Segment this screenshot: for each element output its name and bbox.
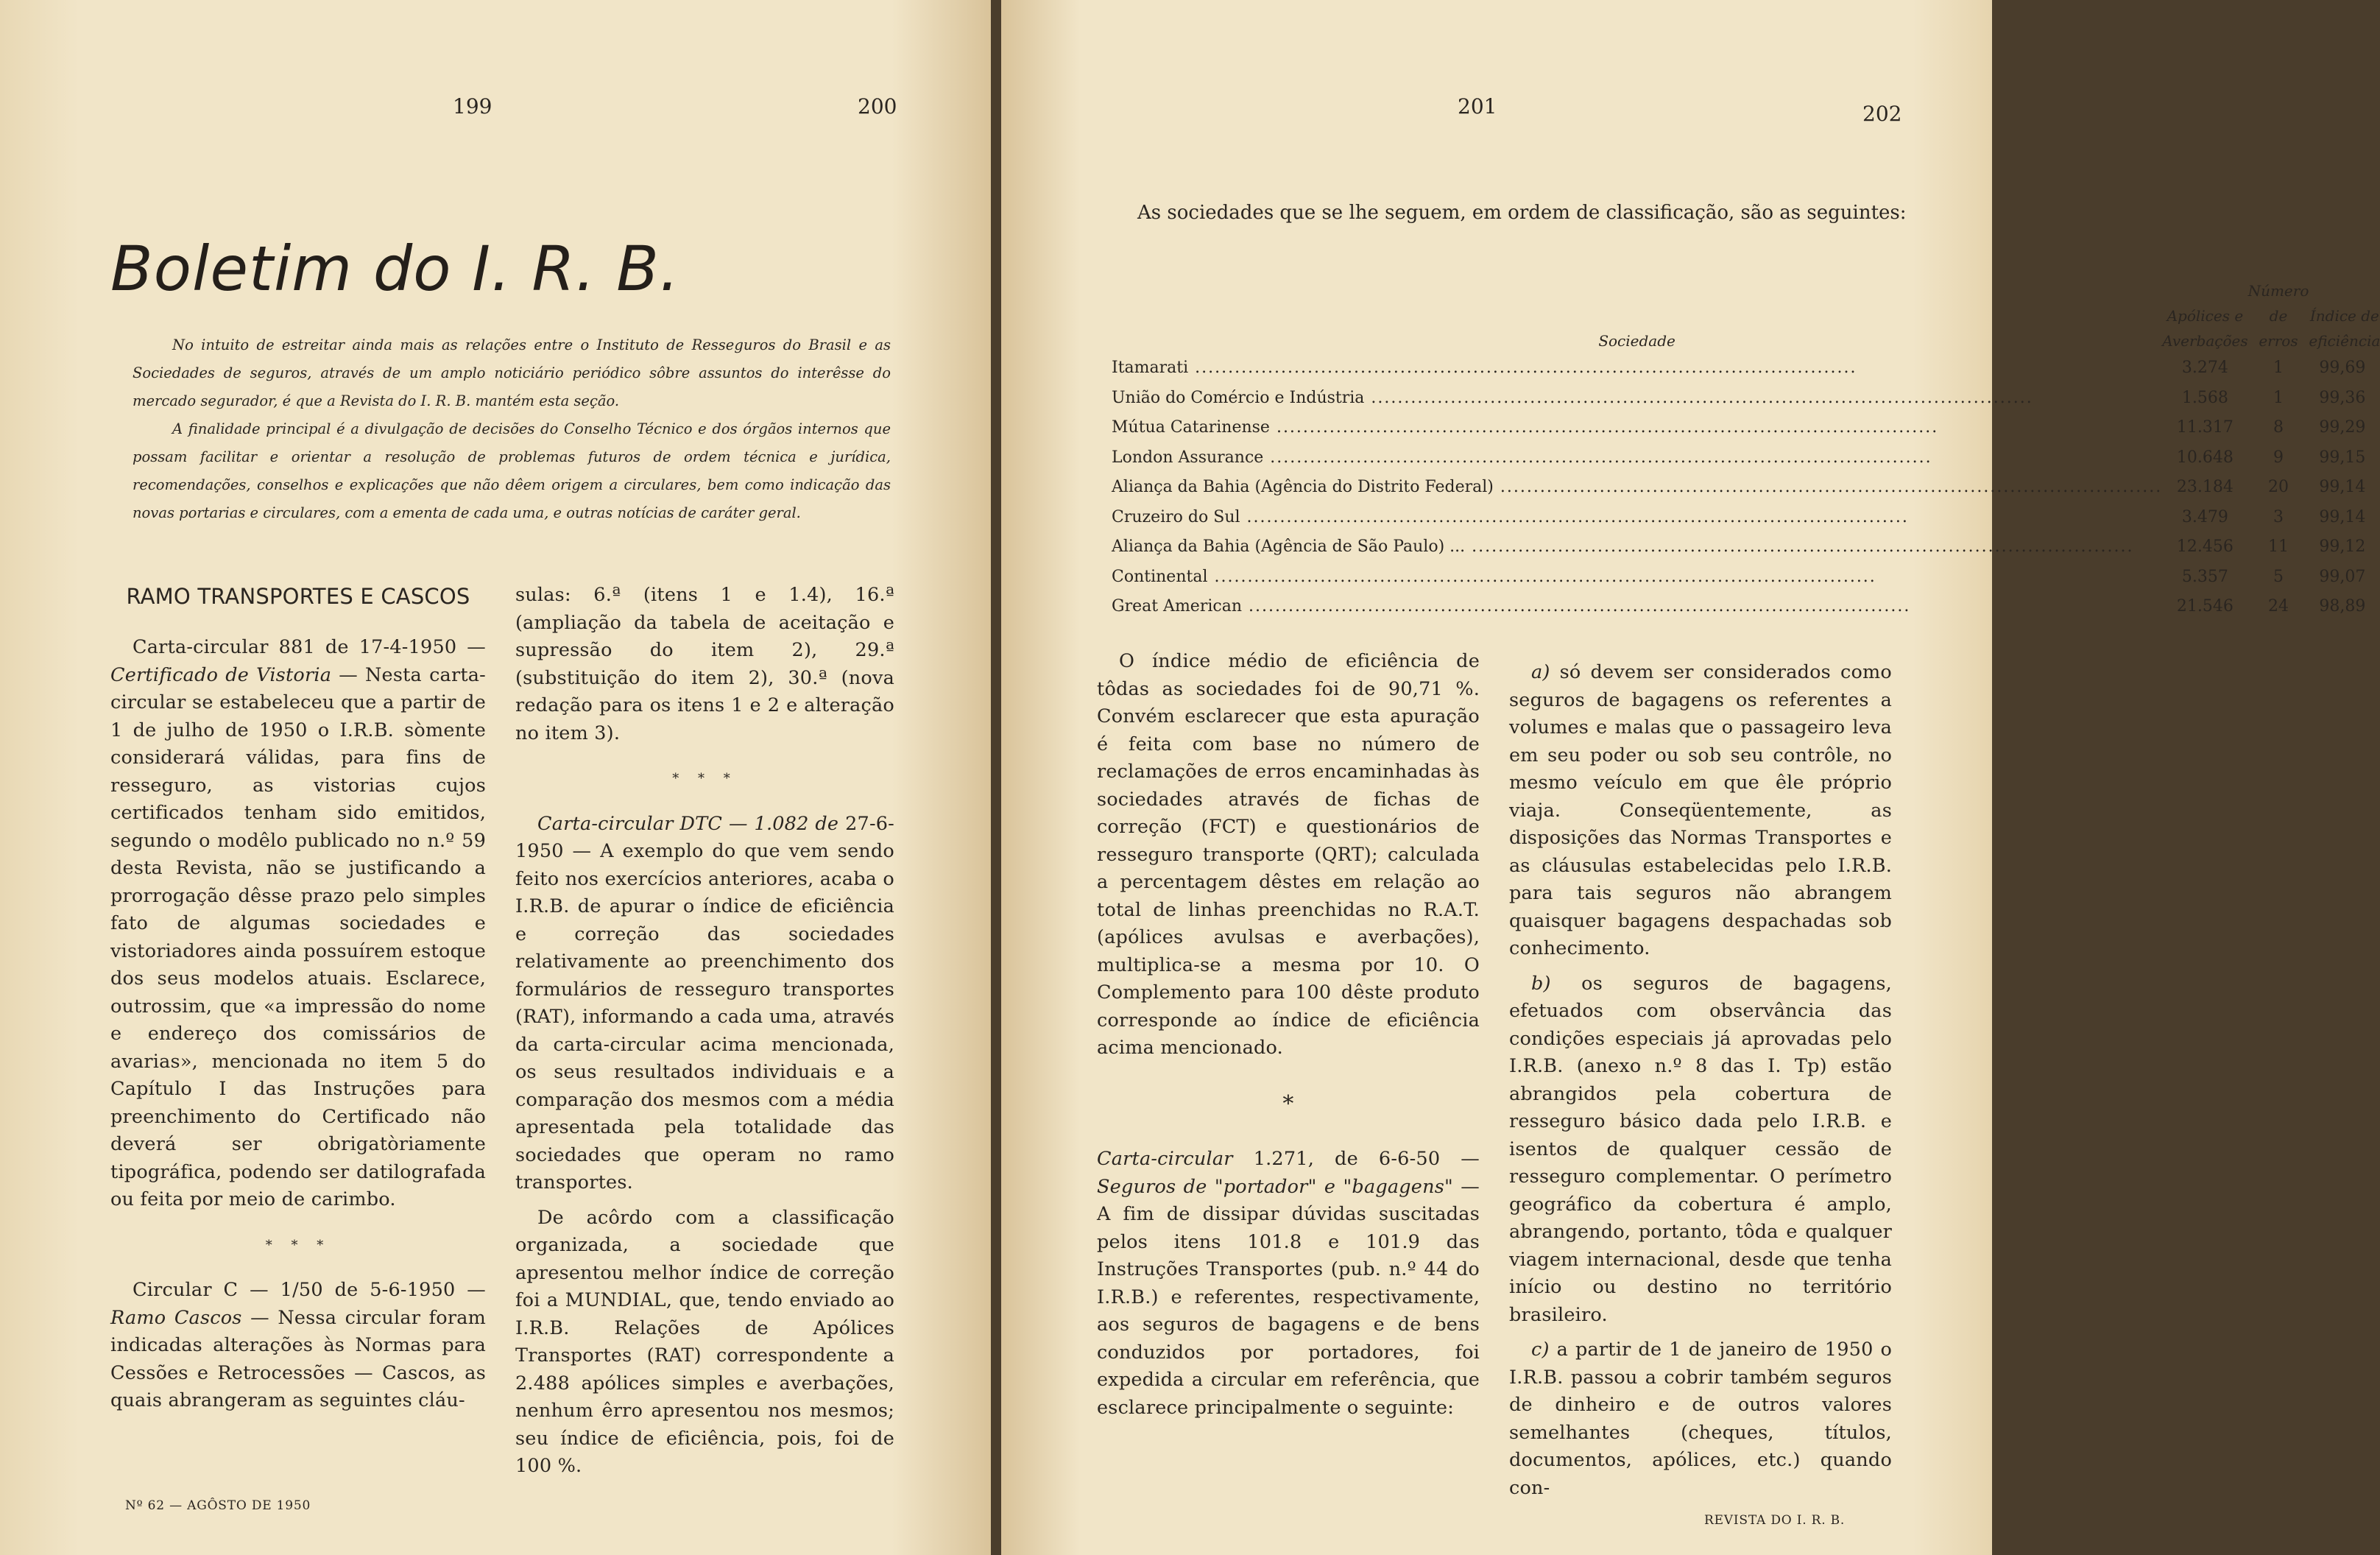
table-row [1112, 443, 2380, 473]
page-number: 199 [453, 94, 492, 119]
intro-paragraph: A finalidade principal é a divulgação de decisões do Conselho Técnico e dos órgãos internos que possam facilitar e orientar a resolução de problemas futuros de ordem técnica e jurídica, recomendações, conselhos e explicações que não dêem origem a circulares, bem como indicação das novas portarias e circulares, com a ementa de cada uma, e outras notícias de caráter geral. [133, 420, 891, 521]
society-name: Cruzeiro do Sul [1112, 507, 1240, 526]
cell-erros: 11 [2267, 537, 2289, 556]
cell-indice: 98,89 [2319, 597, 2366, 616]
column-left [1097, 648, 1480, 1422]
header-indice: Índice de eficiência [2309, 307, 2380, 350]
left-page [0, 0, 991, 1555]
cell-apolices: 23.184 [2176, 478, 2234, 496]
cell-sociedade [1112, 532, 2162, 563]
cell-sociedade [1112, 384, 2162, 414]
cell-sociedade [1112, 563, 2162, 593]
table-row [1112, 413, 2380, 443]
page-number: 200 [858, 94, 897, 119]
cell-sociedade [1112, 413, 2162, 443]
separator-stars: * * * [265, 1237, 331, 1253]
cell-sociedade [1112, 503, 2162, 533]
society-name: Great American [1112, 597, 1242, 616]
efficiency-table [1112, 278, 2380, 622]
cell-erros: 3 [2273, 507, 2284, 526]
table-row [1112, 592, 2380, 622]
paragraph: De acôrdo com a classificação organizada, a sociedade que apresentou melhor índice de correção foi a MUNDIAL, que, tendo enviado ao I.R.B. Relações de Apólices Transportes (RAT) correspondente a 2.488 apólices simples e averbações, nenhum êrro apresentou nos mesmos; seu índice de eficiência, pois, foi de 100 %. [515, 1206, 894, 1477]
paragraph: Circular C — 1/50 de 5-6-1950 — Ramo Cascos — Nessa circular foram indicadas alterações às Normas para Cessões e Retrocessões — Cascos, as quais abrangeram as seguintes cláu- [110, 1279, 486, 1411]
section-heading: RAMO TRANSPORTES E CASCOS [126, 584, 470, 609]
cell-indice: 99,07 [2319, 567, 2366, 586]
cell-erros: 8 [2273, 418, 2284, 437]
cell-apolices: 11.317 [2176, 418, 2234, 437]
column-right [515, 582, 894, 1481]
intro-paragraph: No intuito de estreitar ainda mais as relações entre o Instituto de Resseguros do Brasil e as Sociedades de seguros, através de um amplo noticiário periódico sôbre assuntos do interêsse do mercado segurador, é que a Revista do I. R. B. mantém esta seção. [133, 336, 891, 409]
cell-erros: 24 [2267, 597, 2289, 616]
paragraph: Carta-circular 1.271, de 6-6-50 — Seguros de "portador" e "bagagens" — A fim de dissipar dúvidas suscitadas pelos itens 101.8 e 101.9 das Instruções Transportes (pub. n.º 44 do I.R.B.) e referentes, respectivamente, aos seguros de bagagens e de bens conduzidos por portadores, foi expedida a circular em referência, que esclarece principalmente o seguinte: [1097, 1148, 1480, 1419]
table-row [1112, 563, 2380, 593]
column-left [110, 578, 486, 1415]
society-name: Mútua Catarinense [1112, 418, 1270, 437]
table-row [1112, 384, 2380, 414]
society-name: Itamarati [1112, 359, 1189, 377]
society-name: London Assurance [1112, 448, 1264, 467]
paragraph: O índice médio de eficiência de tôdas as sociedades foi de 90,71 %. Convém esclarecer que esta apuração é feita com base no número de reclamações de erros encaminhadas às sociedades através de fichas de correção (FCT) e questionários de resseguro transporte (QRT); calculada a percentagem dêstes em relação ao total de linhas preenchidas no R.A.T. (apólices avulsas e averbações), multiplica-se a mesma por 10. O Complemento para 100 dêste produto corresponde ao índice de eficiência acima mencionado. [1097, 650, 1480, 1059]
cell-indice: 99,29 [2319, 418, 2366, 437]
society-name: União do Comércio e Indústria [1112, 388, 1365, 407]
cell-apolices: 1.568 [2181, 388, 2228, 407]
cell-indice: 99,12 [2319, 537, 2366, 556]
table-header-row [1112, 278, 2380, 353]
intro-text [133, 331, 891, 527]
right-page [1001, 0, 2380, 1555]
table-row [1112, 473, 2380, 503]
cell-apolices: 3.479 [2181, 507, 2228, 526]
page-number: 201 [1458, 94, 1497, 119]
separator-stars: * * * [672, 771, 738, 786]
header-apolices: Apólices e Averbações [2162, 307, 2248, 350]
table-row [1112, 353, 2380, 384]
paragraph: Carta-circular DTC — 1.082 de 27-6-1950 — A exemplo do que vem sendo feito nos exercícios anteriores, acaba o I.R.B. de apurar o índice de eficiência e correção das sociedades relativamente ao preenchimento dos formulários de resseguro transportes (RAT), informando a cada uma, através da carta-circular acima mencionada, os seus resultados individuais e a comparação dos mesmos com a média apresentada pela totalidade das sociedades que operam no ramo transportes. [515, 812, 894, 1193]
list-item: b) os seguros de bagagens, efetuados com observância das condições especiais já aprovadas pelo I.R.B. (anexo n.º 8 das I. Tp) estão abrangidos pela cobertura de resseguro básico dada pelo I.R.B. e isentos de qualquer cessão de resseguro complementar. O perímetro geográfico da cobertura é amplo, abrangendo, portanto, tôda e qualquer viagem internacional, desde que tenha início ou destino no território brasileiro. [1509, 972, 1892, 1326]
cell-sociedade [1112, 473, 2162, 503]
cell-erros: 5 [2273, 567, 2284, 586]
society-name: Aliança da Bahia (Agência de São Paulo) ... [1112, 537, 1466, 556]
list-item: c) a partir de 1 de janeiro de 1950 o I.R.B. passou a cobrir também seguros de dinheiro e de outros valores semelhantes (cheques, títulos, documentos, apólices, etc.) quando con- [1509, 1339, 1892, 1499]
paragraph: Carta-circular 881 de 17-4-1950 — Certificado de Vistoria — Nesta carta-circular se estabeleceu que a partir de 1 de julho de 1950 o I.R.B. sòmente considerará válidas, para fins de resseguro, as vistorias cujos certificados tenham sido emitidos, segundo o modêlo publicado no n.º 59 desta Revista, não se justificando a prorrogação dêsse prazo pelo simples fato de algumas sociedades e vistoriadores ainda possuírem estoque dos seus modelos atuais. Esclarece, outrossim, que «a impressão do nome e endereço dos comissários de avarias», mencionada no item 5 do Capítulo I das Instruções para preenchimento do Certificado não deverá ser obrigatòriamente tipográfica, podendo ser datilografada ou feita por meio de carimbo. [110, 636, 487, 1210]
footer: REVISTA DO I. R. B. [1704, 1513, 1846, 1528]
cell-apolices: 12.456 [2176, 537, 2234, 556]
header-numero: Número de erros [2247, 282, 2309, 350]
cell-indice: 99,14 [2319, 507, 2366, 526]
cell-apolices: 10.648 [2176, 448, 2234, 467]
cell-indice: 99,36 [2319, 388, 2366, 407]
list-item: a) só devem ser considerados como seguros de bagagens os referentes a volumes e malas que o passageiro leva em seu poder ou sob seu contrôle, no mesmo veículo em que êle próprio viaja. Conseqüentemente, as disposições das Normas Transportes e as cláusulas estabelecidas pelo I.R.B. para tais seguros não abrangem quaisquer bagagens despachadas sob conhecimento. [1509, 661, 1892, 959]
cell-erros: 1 [2273, 359, 2284, 377]
table-intro: As sociedades que se lhe seguem, em ordem de classificação, são as seguintes: [1137, 202, 1907, 224]
table-row [1112, 503, 2380, 533]
cell-sociedade [1112, 353, 2162, 384]
cell-apolices: 5.357 [2181, 567, 2228, 586]
separator-star: * [1282, 1090, 1294, 1117]
cell-sociedade [1112, 592, 2162, 622]
table-row [1112, 532, 2380, 563]
cell-apolices: 3.274 [2181, 359, 2228, 377]
cell-sociedade [1112, 443, 2162, 473]
society-name: Continental [1112, 567, 1208, 586]
cell-indice: 99,14 [2319, 478, 2366, 496]
paragraph: sulas: 6.ª (itens 1 e 1.4), 16.ª (ampliação da tabela de aceitação e supressão do item 2), 29.ª (substituição do item 2), 30.ª (nova redação para os itens 1 e 2 e alteração no item 3). [515, 584, 894, 744]
column-right [1509, 659, 1892, 1502]
page-title: Boletim do I. R. B. [110, 233, 680, 306]
cell-erros: 20 [2267, 478, 2289, 496]
cell-erros: 1 [2273, 388, 2284, 407]
header-sociedade: Sociedade [1598, 332, 1675, 350]
page-number: 202 [1862, 102, 1902, 126]
cell-erros: 9 [2273, 448, 2284, 467]
cell-indice: 99,69 [2319, 359, 2366, 377]
society-name: Aliança da Bahia (Agência do Distrito Federal) [1112, 478, 1494, 496]
cell-apolices: 21.546 [2176, 597, 2234, 616]
footer: Nº 62 — AGÔSTO DE 1950 [125, 1498, 311, 1513]
cell-indice: 99,15 [2319, 448, 2366, 467]
